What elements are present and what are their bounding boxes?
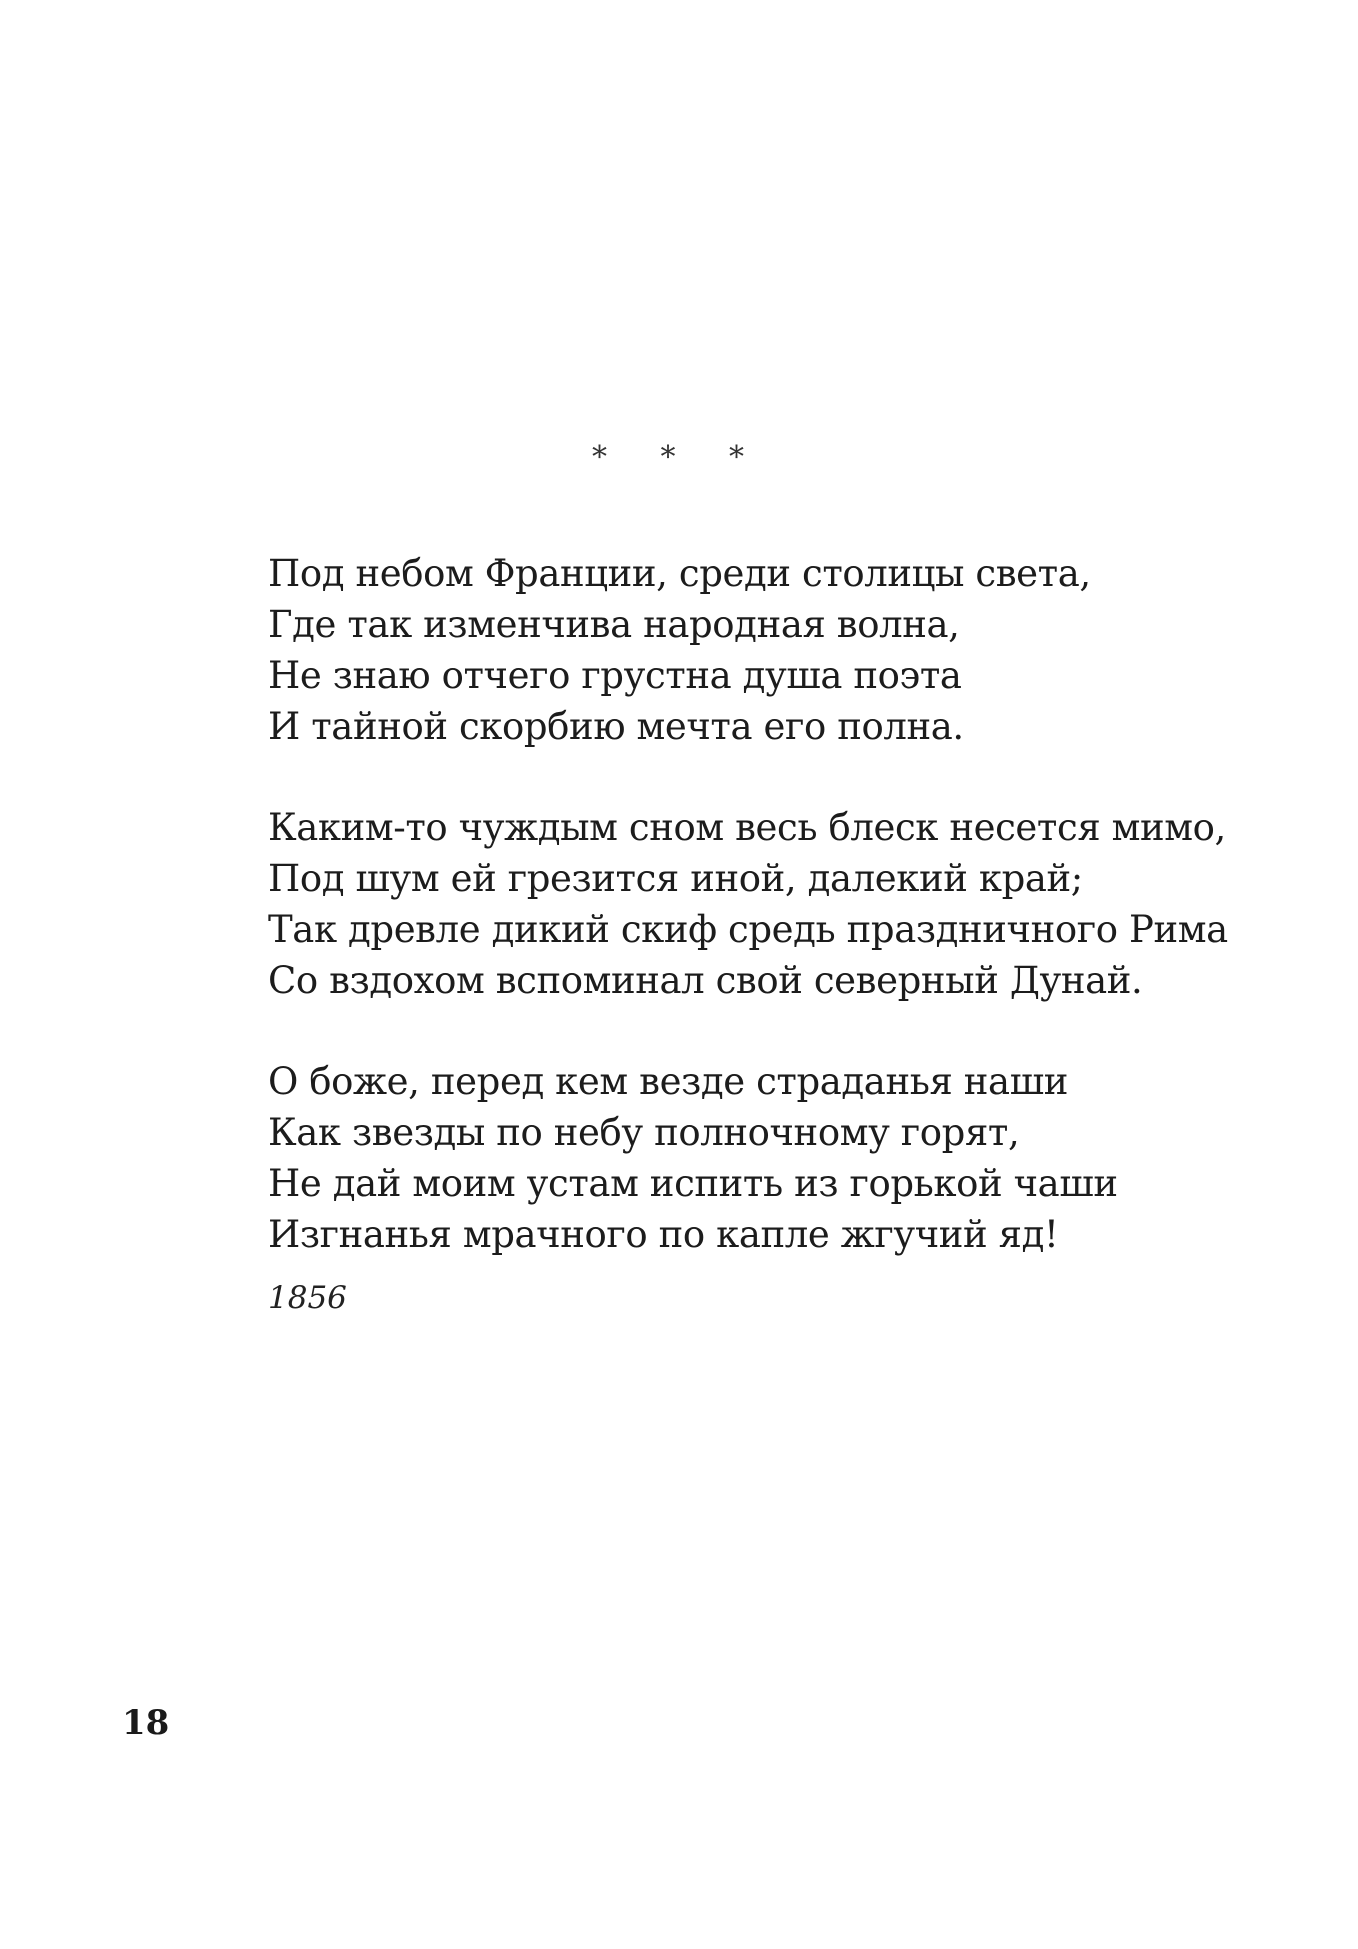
stanza-3 bbox=[268, 1056, 1288, 1260]
poem-line: Под небом Франции, среди столицы света, bbox=[268, 552, 1091, 595]
poem-line: Изгнанья мрачного по капле жгучий яд! bbox=[268, 1213, 1059, 1256]
poem-line: Как звезды по небу полночному горят, bbox=[268, 1111, 1020, 1154]
poem-line: Так древле дикий скиф средь праздничного Рима bbox=[268, 908, 1228, 951]
stanza-2 bbox=[268, 802, 1288, 1006]
poem-line: Со вздохом вспоминал свой северный Дунай. bbox=[268, 959, 1143, 1002]
poem-line: И тайной скорбию мечта его полна. bbox=[268, 705, 964, 748]
poem-line: Где так изменчива народная волна, bbox=[268, 603, 960, 646]
poem-line: Под шум ей грезится иной, далекий край; bbox=[268, 857, 1083, 900]
stanza-1 bbox=[268, 548, 1288, 752]
section-divider: * * * bbox=[591, 440, 767, 475]
poem-line: Каким-то чуждым сном весь блеск несется мимо, bbox=[268, 806, 1226, 849]
poem-line: О боже, перед кем везде страданья наши bbox=[268, 1060, 1068, 1103]
poem-line: Не знаю отчего грустна душа поэта bbox=[268, 654, 962, 697]
poem bbox=[268, 548, 1288, 1320]
poem-line: Не дай моим устам испить из горькой чаши bbox=[268, 1162, 1118, 1205]
page-number: 18 bbox=[122, 1703, 170, 1743]
poem-date: 1856 bbox=[268, 1280, 347, 1316]
